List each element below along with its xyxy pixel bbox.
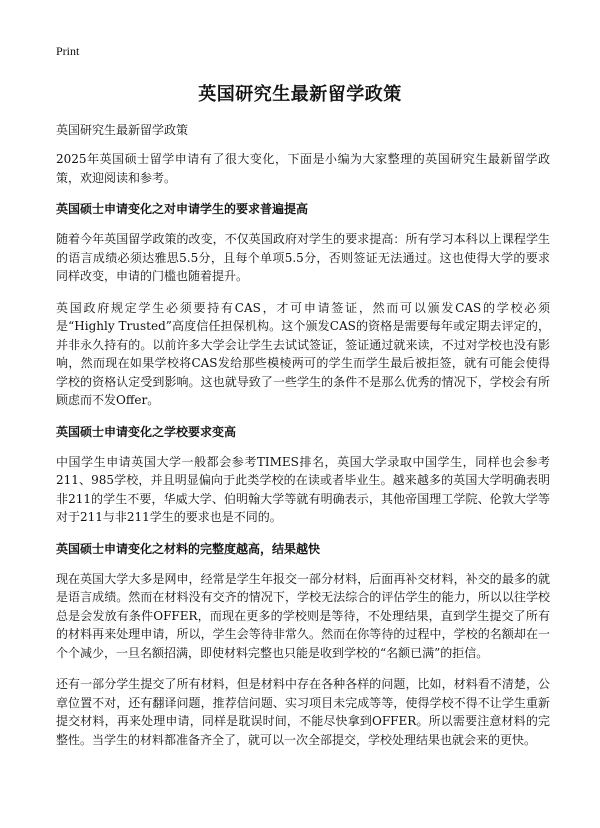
paragraph-cas: 英国政府规定学生必须要持有CAS，才可申请签证，然而可以颁发CAS的学校必须是“Highly Trusted”高度信任担保机构。这个颁发CAS的资格是需要每年或定期去评定的，并非永久持有的。以前许多大学会让学生去试试签证，签证通过就来读，不过对学校也没有影响，然而现在如果学校将CAS发给那些模棱两可的学生而学生最后被拒签，就有可能会使得学校的资格认定受到影响。这也就导致了一些学生的条件不是那么优秀的情况下，学校会有所顾虑而不发Offer。 xyxy=(56,300,550,407)
paragraph-materials: 现在英国大学大多是网申，经常是学生年报交一部分材料，后面再补交材料，补交的最多的就是语言成绩。然而在材料没有交齐的情况下，学校无法综合的评估学生的能力，所以以往学校总是会发放有条件OFFER，而现在更多的学校则是等待，不处理结果，直到学生提交了所有的材料再来处理申请，所以，学生会等待非常久。然而在你等待的过程中，学校的名额却在一个个减少，一旦名额招满，即使材料完整也只能是收到学校的“名额已满”的拒信。 xyxy=(56,571,550,660)
article-body xyxy=(56,150,550,762)
section-heading-materials: 英国硕士申请变化之材料的完整度越高，结果越快 xyxy=(56,541,321,556)
print-link[interactable]: Print xyxy=(56,44,80,58)
page-title: 英国研究生最新留学政策 xyxy=(198,84,402,105)
page-subtitle: 英国研究生最新留学政策 xyxy=(56,123,189,137)
paragraph-materials-issues: 还有一部分学生提交了所有材料，但是材料中存在各种各样的问题，比如，材料看不清楚，公章位置不对，还有翻译问题，推荐信问题、实习项目未完成等等，使得学校不得不让学生重新提交材料，再来处理申请，同样是耽误时间，不能尽快拿到OFFER。所以需要注意材料的完整性。当学生的材料都准备齐全了，就可以一次全部提交，学校处理结果也就会来的更快。 xyxy=(56,677,550,747)
paragraph-requirements: 随着今年英国留学政策的改变，不仅英国政府对学生的要求提高：所有学习本科以上课程学生的语言成绩必须达雅思5.5分，且每个单项5.5分，否则签证无法通过。这也使得大学的要求同样改变，申请的门槛也随着提升。 xyxy=(56,232,550,283)
paragraph-school-requirements: 中国学生申请英国大学一般都会参考TIMES排名，英国大学录取中国学生，同样也会参考211、985学校，并且明显偏向于此类学校的在读或者毕业生。越来越多的英国大学明确表明非211的学生不要，华威大学、伯明翰大学等就有明确表示，其他帝国理工学院、伦敦大学等对于211与非211学生的要求也是不同的。 xyxy=(56,454,550,524)
intro-paragraph: 2025年英国硕士留学申请有了很大变化，下面是小编为大家整理的英国研究生最新留学政策，欢迎阅读和参考。 xyxy=(56,152,550,185)
section-heading-requirements: 英国硕士申请变化之对申请学生的要求普遍提高 xyxy=(56,202,309,216)
section-heading-school-requirements: 英国硕士申请变化之学校要求变高 xyxy=(56,424,237,439)
